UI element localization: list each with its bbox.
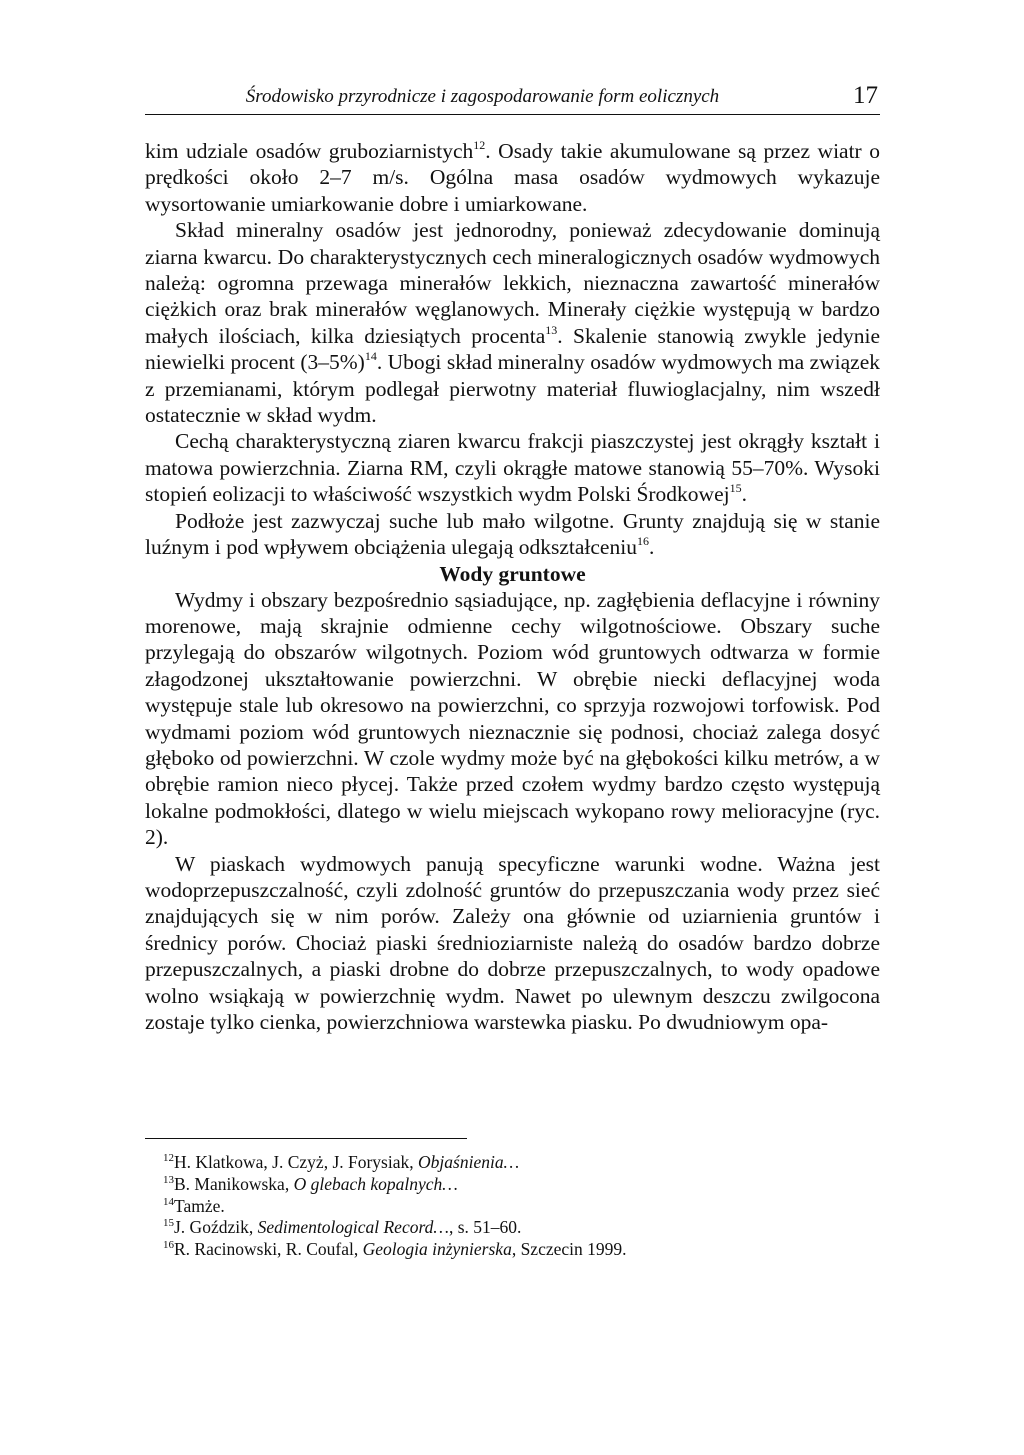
main-text <box>145 138 880 1035</box>
page-number: 17 <box>853 82 878 109</box>
text-run: Cechą charakterystyczną ziaren kwarcu frakcji piaszczystej jest okrągły kształt i matowa powierzchnia. Ziarna RM, czyli okrągłe matowe stanowią 55–70%. Wysoki stopień eolizacji to właściwość wszystkich wydm Polski Środkowej <box>145 429 880 507</box>
footnote-title: O glebach kopalnych… <box>293 1173 458 1194</box>
paragraph <box>145 508 880 561</box>
footnote-title: Sedimentological Record… <box>257 1217 449 1238</box>
footnote <box>163 1196 863 1218</box>
text-run: Skład mineralny osadów jest jednorodny, ponieważ zdecydowanie dominują ziarna kwarcu. Do charakterystycznych cech mineralogicznych osadów wydmowych należą: ogromna przewaga minerałów lekkich, nieznaczna zawartość minerałów ciężkich oraz brak minerałów węglanowych. Minerały ciężkie występują w bardzo małych ilościach, kilka dziesiątych procenta <box>145 218 880 348</box>
footnote-text: , Szczecin 1999. <box>511 1239 627 1260</box>
footnote-text: , s. 51–60. <box>448 1217 522 1238</box>
footnote-ref[interactable]: 13 <box>545 322 558 337</box>
paragraph <box>145 217 880 428</box>
text-run: kim udziale osadów gruboziarnistych <box>145 139 474 163</box>
footnote-text: Tamże. <box>174 1195 225 1216</box>
footnote-number: 15 <box>163 1217 174 1230</box>
running-header <box>145 80 880 115</box>
footnote-title: Geologia inżynierska <box>362 1239 512 1260</box>
footnote-number: 12 <box>163 1152 174 1164</box>
footnote-text: H. Klatkowa, J. Czyż, J. Forysiak, <box>174 1152 419 1172</box>
paragraph <box>145 138 880 217</box>
text-run: . Ubogi skład mineralny osadów wydmowych ma związek z przemianami, którym podlegał pierwotny materiał fluwioglacjalny, nim wszedł ostatecznie w skład wydm. <box>145 350 880 428</box>
footnote <box>163 1239 863 1261</box>
footnotes <box>163 1152 863 1261</box>
text-run: . Skalenie stanowią zwykle jedynie niewielki procent (3–5%) <box>145 323 881 375</box>
text-run: Podłoże jest zazwyczaj suche lub mało wilgotne. Grunty znajdują się w stanie luźnym i pod wpływem obciążenia ulegają odkształceniu <box>145 508 880 560</box>
paragraph <box>145 428 880 507</box>
footnote-number: 13 <box>163 1173 174 1186</box>
text-run: . Osady takie akumulowane są przez wiatr o prędkości około 2–7 m/s. Ogólna masa osadów wydmowych wykazuje wysortowanie umiarkowanie dobre i umiarkowane. <box>145 139 880 216</box>
running-title: Środowisko przyrodnicze i zagospodarowanie form eolicznych <box>245 86 720 107</box>
paragraph: W piaskach wydmowych panują specyficzne warunki wodne. Ważna jest wodoprzepuszczalność, czyli zdolność gruntów do przepuszczania wody przez sieć znajdujących się w nim porów. Zależy ona głównie od uziarnienia gruntów i średnicy porów. Chociaż piaski średnioziarniste należą do osadów bardzo dobrze przepuszczalnych, a piaski drobne do dobrze przepuszczalnych, to wody opadowe wolno wsiąkają w powierzchnię wydm. Nawet po ulewnym deszczu zwilgocona zostaje tylko cienka, powierzchniowa warstewka piasku. Po dwudniowym opa- <box>145 851 880 1034</box>
footnote-ref[interactable]: 15 <box>729 481 742 496</box>
footnote <box>163 1152 863 1174</box>
footnote <box>163 1217 863 1239</box>
footnote-number: 16 <box>163 1239 174 1252</box>
footnote-divider <box>145 1138 467 1139</box>
footnote-title: Objaśnienia… <box>418 1152 520 1172</box>
footnote-text: R. Racinowski, R. Coufal, <box>174 1239 363 1260</box>
footnote-text: B. Manikowska, <box>174 1173 294 1194</box>
footnote-ref[interactable]: 14 <box>364 349 377 364</box>
paragraph: Wydmy i obszary bezpośrednio sąsiadujące, np. zagłębienia deflacyjne i równiny morenowe, mają skrajnie odmienne cechy wilgotnościowe. Obszary suche przylegają do obszarów wilgotnych. Poziom wód gruntowych odtwarza w formie złagodzonej ukształtowanie powierzchni. W obrębie niecki deflacyjnej woda występuje stale lub okresowo na powierzchni, co sprzyja rozwojowi torfowisk. Pod wydmami poziom wód gruntowych nieznacznie się podnosi, chociaż zalega dosyć głęboko od powierzchni. W czole wydmy może być na głębokości kilku metrów, a w obrębie ramion nieco płycej. Także przed czołem wydmy bardzo często występują lokalne podmokłości, dlatego w wielu miejscach wykopano rowy melioracyjne (ryc. 2). <box>145 587 880 850</box>
footnote-number: 14 <box>163 1195 174 1208</box>
footnote-text: J. Goździk, <box>174 1217 258 1238</box>
footnote-ref[interactable]: 16 <box>636 534 649 549</box>
footnote-ref[interactable]: 12 <box>473 138 486 152</box>
text-run: . <box>741 482 747 507</box>
footnote <box>163 1174 863 1196</box>
text-run: . <box>648 535 655 560</box>
section-heading: Wody gruntowe <box>439 561 586 586</box>
